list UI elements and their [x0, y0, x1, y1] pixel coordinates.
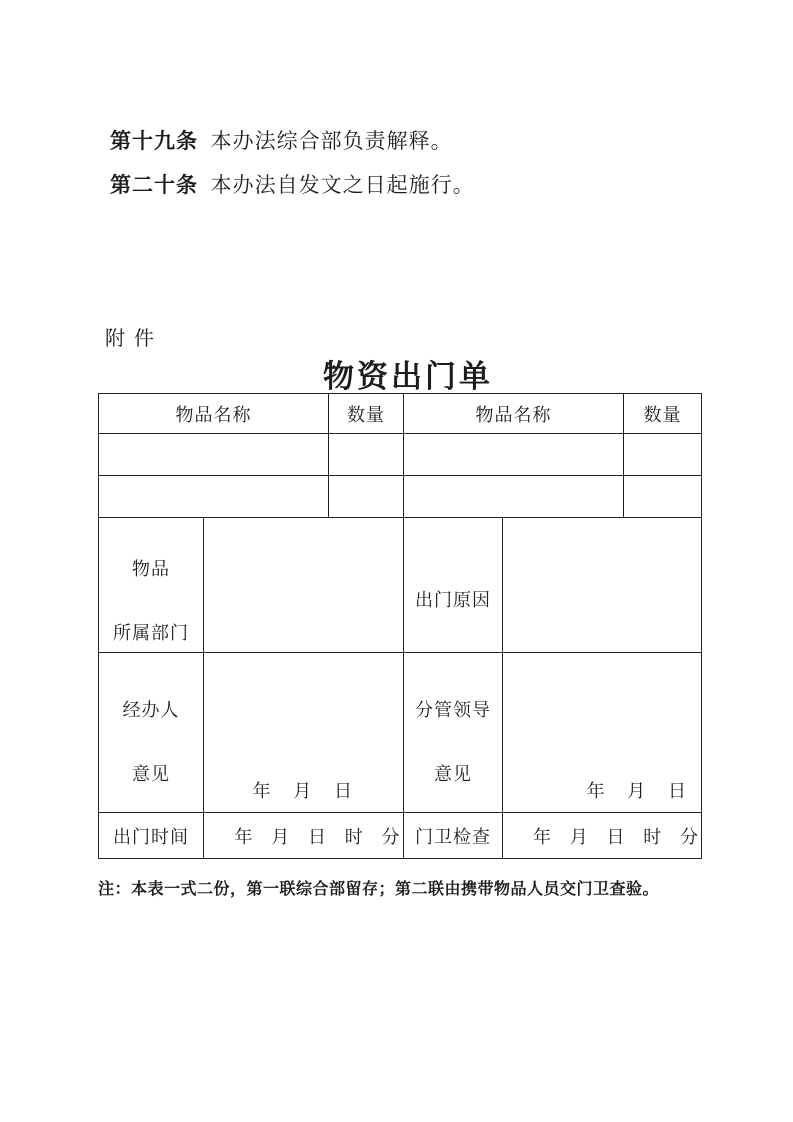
handler-date-line: 年 月 日: [252, 781, 353, 801]
exit-reason-input-cell[interactable]: [503, 518, 701, 652]
header-quantity-2: 数量: [643, 404, 682, 425]
department-reason-row: [99, 518, 701, 653]
item-name-input-cell[interactable]: [404, 434, 624, 475]
guard-check-input-cell[interactable]: [503, 813, 701, 858]
leader-date-line: 年 月 日: [586, 781, 687, 801]
form-footnote: 注：本表一式二份，第一联综合部留存；第二联由携带物品人员交门卫查验。: [98, 881, 660, 898]
leader-opinion-label: 分管领导 意见: [404, 653, 503, 812]
exit-time-guard-row: [99, 813, 701, 858]
material-exit-form-table: [98, 393, 702, 859]
article-19-label: 第十九条: [110, 129, 198, 153]
article-20-text: 本办法自发文之日起施行。: [210, 173, 475, 197]
article-19-text: 本办法综合部负责解释。: [210, 129, 453, 153]
quantity-input-cell[interactable]: [329, 476, 404, 517]
item-name-input-cell[interactable]: [99, 434, 329, 475]
paragraph-article-19: [110, 125, 710, 155]
header-quantity-1: 数量: [329, 394, 404, 433]
leader-opinion-input-cell[interactable]: [503, 653, 701, 812]
article-20-label: 第二十条: [110, 173, 198, 197]
item-entry-row-2: [99, 476, 701, 518]
item-department-label: 物品 所属部门: [99, 518, 204, 652]
attachment-label: 附 件: [105, 328, 156, 350]
guard-check-date-line: 年 月 日 时 分: [533, 826, 699, 847]
exit-time-date-line: 年 月 日 时 分: [234, 826, 401, 847]
item-department-input-cell[interactable]: [204, 518, 404, 652]
table-header-row: [99, 394, 701, 434]
exit-time-input-cell[interactable]: [204, 813, 404, 858]
guard-check-label: 门卫检查: [404, 813, 503, 858]
opinions-row: [99, 653, 701, 813]
quantity-input-cell[interactable]: [329, 434, 404, 475]
exit-time-label: 出门时间: [99, 813, 204, 858]
form-title: 物资出门单: [323, 359, 493, 394]
handler-opinion-label: 经办人 意见: [99, 653, 204, 812]
quantity-input-cell[interactable]: [624, 476, 701, 517]
item-name-input-cell[interactable]: [404, 476, 624, 517]
header-item-name-2: 物品名称: [404, 394, 624, 433]
handler-opinion-input-cell[interactable]: [204, 653, 404, 812]
item-entry-row-1: [99, 434, 701, 476]
exit-reason-label: 出门原因: [404, 518, 503, 652]
header-item-name-1: 物品名称: [99, 394, 329, 433]
paragraph-article-20: [110, 169, 710, 199]
item-name-input-cell[interactable]: [99, 476, 329, 517]
quantity-input-cell[interactable]: [624, 434, 701, 475]
